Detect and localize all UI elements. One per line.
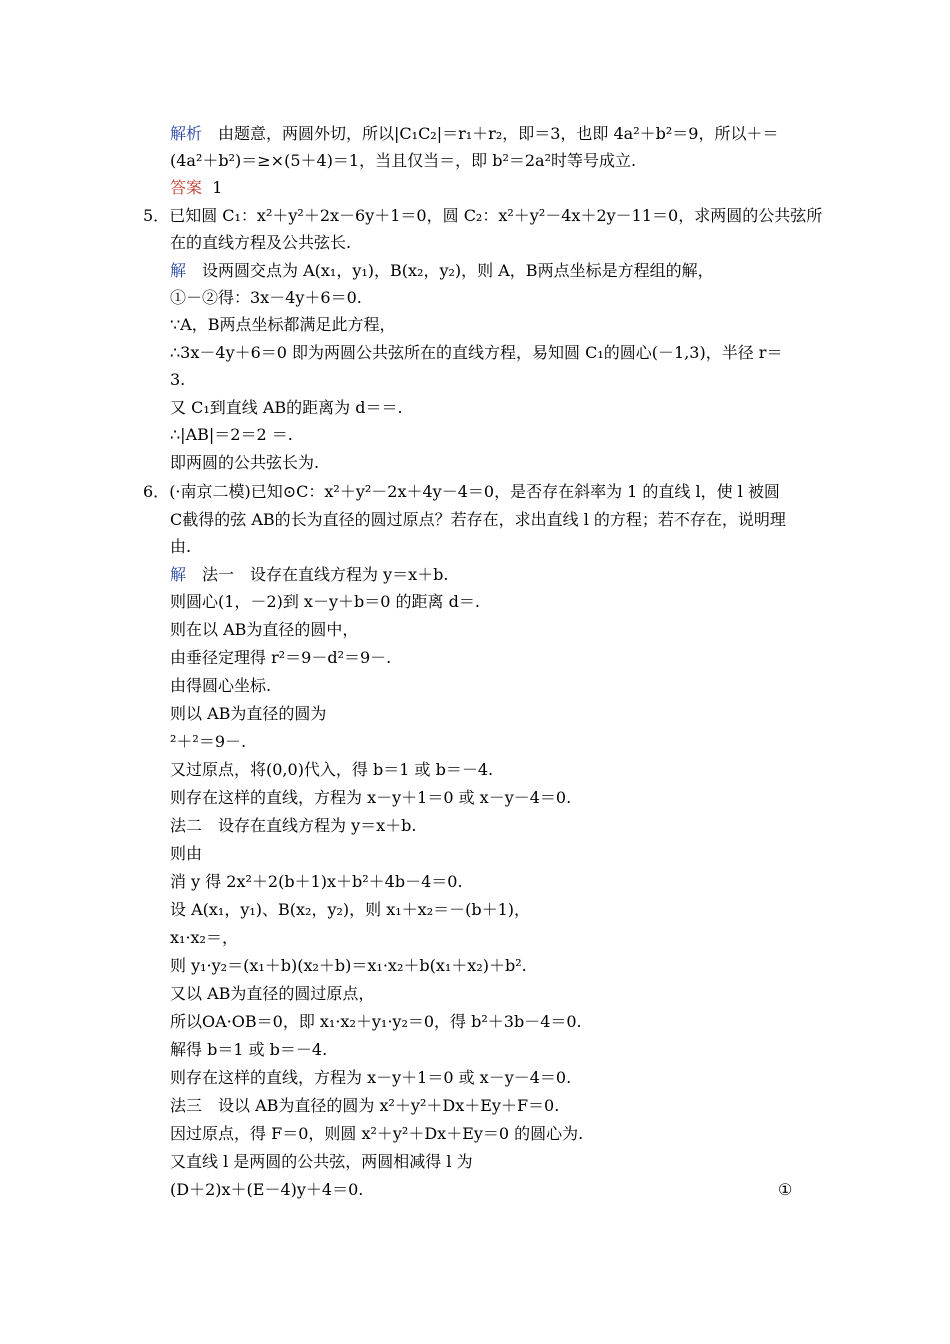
q6-solution-line: (D＋2)x＋(E－4)y＋4＝0. [170,1180,364,1199]
q6-solution-line: 又以 AB为直径的圆过原点， [170,984,375,1003]
q5-stem-line-2: 在的直线方程及公共弦长. [170,233,352,252]
q6-solution-line: 又直线 l 是两圆的公共弦，两圆相减得 l 为 [170,1152,473,1171]
q5-solution-line: ∵A，B两点坐标都满足此方程， [170,315,396,334]
answer-value: 1 [212,178,223,197]
q5-solution-text: 设两圆交点为 A(x₁，y₁)，B(x₂，y₂)，则 A，B两点坐标是方程组的解， [186,261,714,280]
q6-solution-line: 法二 设存在直线方程为 y＝x＋b. [170,816,417,835]
q6-solution-line: 所以OA·OB＝0，即 x₁·x₂＋y₁·y₂＝0，得 b²＋3b－4＝0. [170,1012,582,1031]
q6-solution-line: 又过原点，将(0,0)代入，得 b＝1 或 b＝－4. [170,760,494,779]
q6-stem-line-2: C截得的弦 AB的长为直径的圆过原点？若存在，求出直线 l 的方程；若不存在，说明理 [170,510,786,529]
q5-solution-label: 解 [170,261,187,280]
q6-solution-text: 法一 设存在直线方程为 y＝x＋b. [186,565,449,584]
q6-solution-line: 消 y 得 2x²＋2(b＋1)x＋b²＋4b－4＝0. [170,872,463,891]
q6-number: 6． [143,482,170,501]
q6-solution-line: 则在以 AB为直径的圆中， [170,620,359,639]
equation-marker: ① [778,1180,793,1199]
analysis-text: 由题意，两圆外切，所以|C₁C₂|＝r₁＋r₂，即＝3，也即 4a²＋b²＝9，所以＋＝ [202,124,779,143]
q6-solution-line: 则存在这样的直线，方程为 x－y＋1＝0 或 x－y－4＝0. [170,1068,572,1087]
q6-solution-line: 则 y₁·y₂＝(x₁＋b)(x₂＋b)＝x₁·x₂＋b(x₁＋x₂)＋b². [170,956,527,975]
q5-stem-1: 已知圆 C₁：x²＋y²＋2x－6y＋1＝0，圆 C₂：x²＋y²－4x＋2y－11＝0，求两圆的公共弦所 [169,206,823,225]
analysis-label: 解析 [170,124,203,143]
q5-number: 5． [143,206,170,225]
q6-stem-line-3: 由. [170,537,192,556]
q6-solution-line: 则存在这样的直线，方程为 x－y＋1＝0 或 x－y－4＝0. [170,788,572,807]
q6-solution-line-1 [170,564,449,586]
q6-solution-line: 则圆心(1，－2)到 x－y＋b＝0 的距离 d＝. [170,592,480,611]
q6-solution-line: 由垂径定理得 r²＝9－d²＝9－. [170,648,392,667]
q5-solution-line: 3. [170,370,186,389]
q6-solution-label: 解 [170,565,187,584]
q6-solution-line: 解得 b＝1 或 b＝－4. [170,1040,328,1059]
q6-solution-line: 则以 AB为直径的圆为 [170,704,327,723]
analysis-line-2: (4a²＋b²)＝≥×(5＋4)＝1，当且仅当＝，即 b²＝2a²时等号成立. [170,151,637,170]
q6-stem-line-1 [143,481,780,503]
q5-solution-line: 即两圆的公共弦长为. [170,453,320,472]
q6-solution-line: 由得圆心坐标. [170,676,272,695]
q5-solution-line: ①－②得：3x－4y＋6＝0. [170,288,362,307]
q6-solution-line: ²＋²＝9－. [170,732,247,751]
q5-solution-line: ∴3x－4y＋6＝0 即为两圆公共弦所在的直线方程，易知圆 C₁的圆心(－1,3)，半径 r＝ [170,343,783,362]
answer-label: 答案 [170,178,203,197]
q5-solution-line-1 [170,260,714,282]
q6-solution-line: 因过原点，得 F＝0，则圆 x²＋y²＋Dx＋Ey＝0 的圆心为. [170,1124,584,1143]
q6-stem-1: (·南京二模)已知⊙C：x²＋y²－2x＋4y－4＝0，是否存在斜率为 1 的直线 l，使 l 被圆 [169,482,780,501]
q5-solution-line: 又 C₁到直线 AB的距离为 d＝＝. [170,398,403,417]
q6-solution-line: 设 A(x₁，y₁)、B(x₂，y₂)，则 x₁＋x₂＝－(b＋1)， [170,900,531,919]
q6-solution-line: 法三 设以 AB为直径的圆为 x²＋y²＋Dx＋Ey＋F＝0. [170,1096,560,1115]
q6-solution-line: x₁·x₂＝， [170,928,238,947]
q6-solution-line: 则由 [170,844,203,863]
q5-solution-line: ∴|AB|＝2＝2 ＝. [170,425,293,444]
answer-line [170,177,222,199]
analysis-line-1 [170,123,778,145]
q5-stem-line-1 [143,205,822,227]
